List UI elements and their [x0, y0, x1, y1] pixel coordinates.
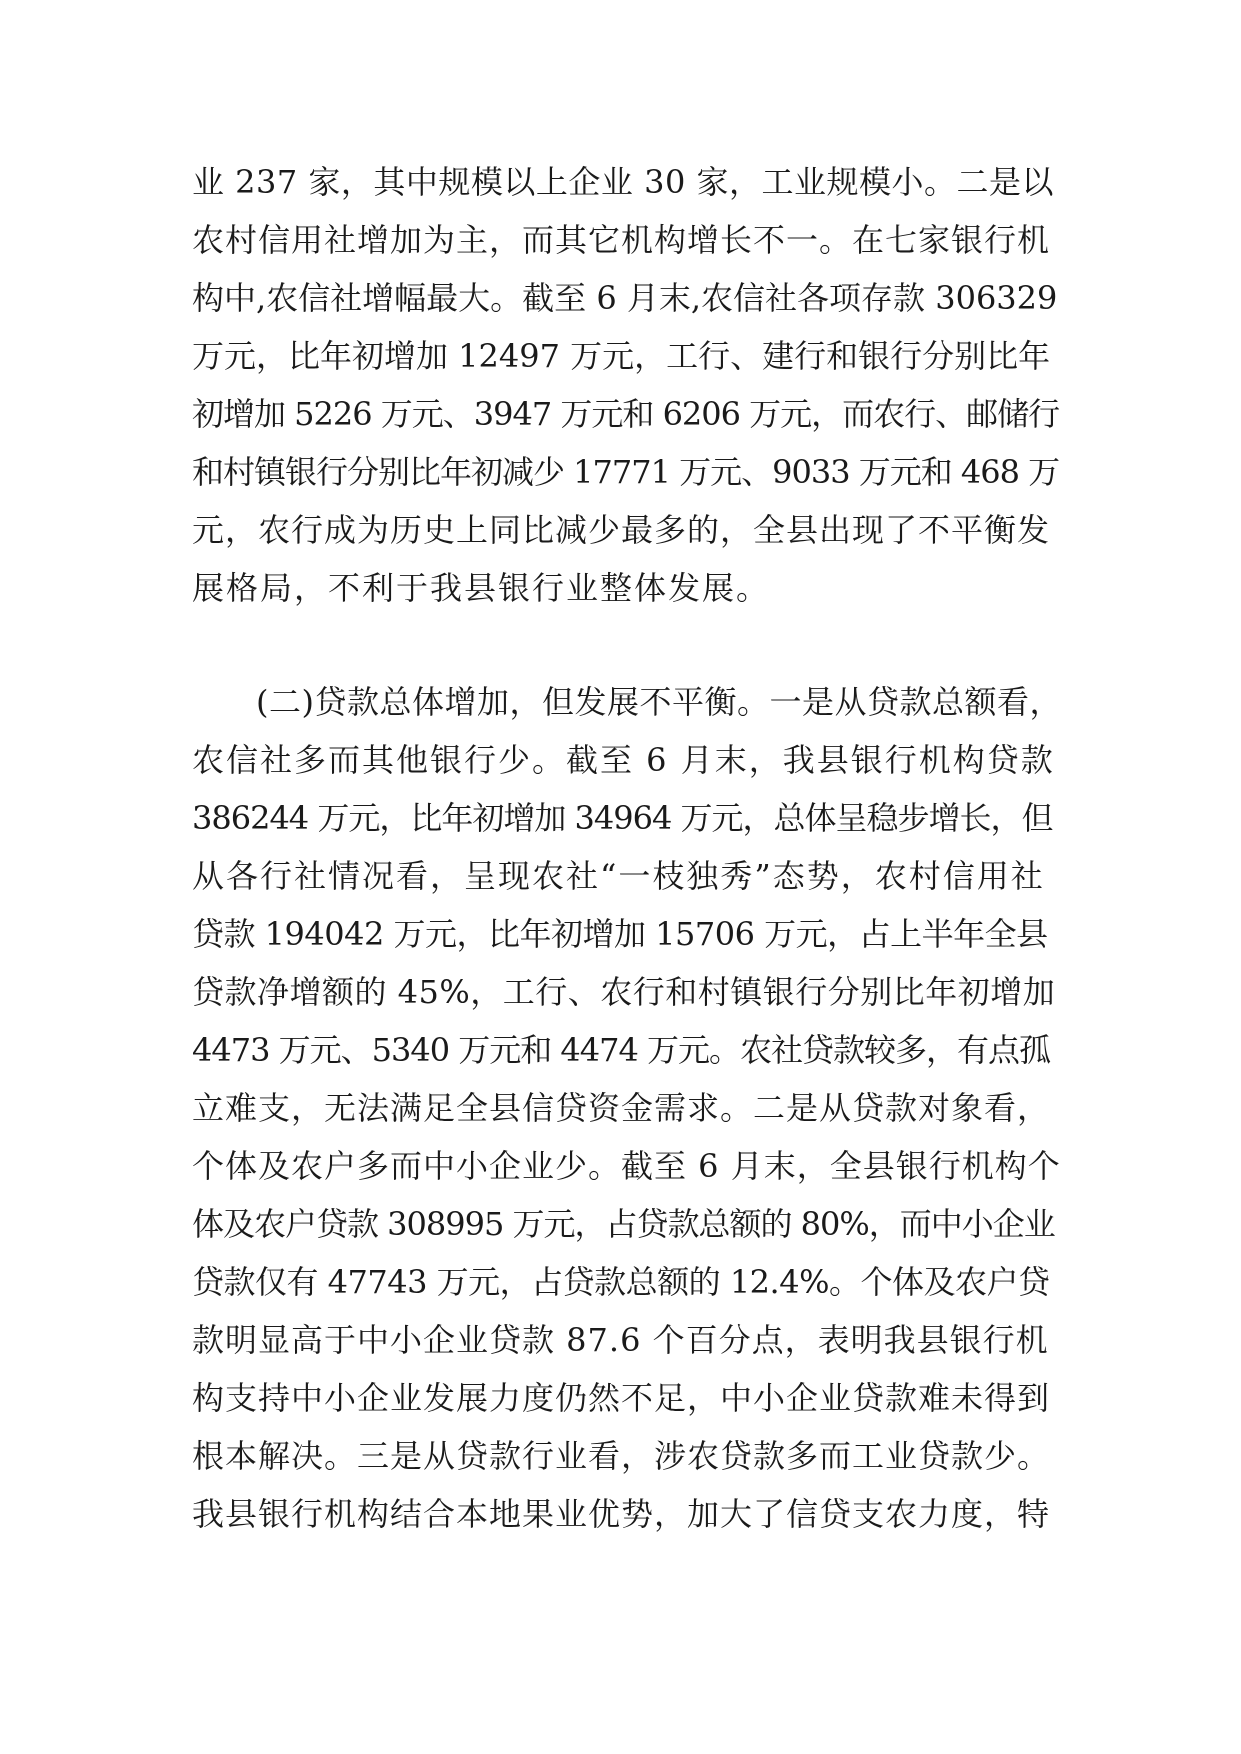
text-line: 个体及农户多而中小企业少。截至 6 月末，全县银行机构个: [192, 1147, 1061, 1185]
text-line: 386244 万元，比年初增加 34964 万元，总体呈稳步增长，但: [192, 799, 1053, 837]
text-line: 初增加 5226 万元、3947 万元和 6206 万元，而农行、邮储行: [192, 395, 1060, 433]
text-line: 贷款 194042 万元，比年初增加 15706 万元，占上半年全县: [192, 915, 1048, 953]
text-line: 从各行社情况看，呈现农社“一枝独秀”态势，农村信用社: [192, 857, 1045, 895]
text-line: 4473 万元、5340 万元和 4474 万元。农社贷款较多，有点孤: [192, 1031, 1051, 1069]
text-line: 业 237 家，其中规模以上企业 30 家，工业规模小。二是以: [192, 163, 1054, 201]
text-line: 贷款仅有 47743 万元，占贷款总额的 12.4%。个体及农户贷: [192, 1263, 1050, 1301]
text-line: 展格局，不利于我县银行业整体发展。: [192, 569, 771, 607]
text-line: 元，农行成为历史上同比减少最多的，全县出现了不平衡发: [192, 511, 1051, 549]
text-line: 万元，比年初增加 12497 万元，工行、建行和银行分别比年: [192, 337, 1051, 375]
text-line: 根本解决。三是从贷款行业看，涉农贷款多而工业贷款少。: [192, 1437, 1051, 1475]
text-line: 款明显高于中小企业贷款 87.6 个百分点，表明我县银行机: [192, 1321, 1049, 1359]
text-line: 立难支，无法满足全县信贷资金需求。二是从贷款对象看，: [192, 1089, 1051, 1127]
text-line: 我县银行机构结合本地果业优势，加大了信贷支农力度，特: [192, 1495, 1051, 1533]
text-line: 贷款净增额的 45%，工行、农行和村镇银行分别比年初增加: [192, 973, 1056, 1011]
text-line: (二)贷款总体增加，但发展不平衡。一是从贷款总额看，: [256, 683, 1062, 721]
text-line: 农村信用社增加为主，而其它机构增长不一。在七家银行机: [192, 221, 1051, 259]
text-line: 体及农户贷款 308995 万元，占贷款总额的 80%，而中小企业: [192, 1205, 1055, 1243]
text-line: 和村镇银行分别比年初减少 17771 万元、9033 万元和 468 万: [192, 453, 1060, 491]
text-line: 构中,农信社增幅最大。截至 6 月末,农信社各项存款 306329: [192, 279, 1058, 317]
text-line: 构支持中小企业发展力度仍然不足，中小企业贷款难未得到: [192, 1379, 1051, 1417]
text-line: 农信社多而其他银行少。截至 6 月末，我县银行机构贷款: [192, 741, 1055, 779]
